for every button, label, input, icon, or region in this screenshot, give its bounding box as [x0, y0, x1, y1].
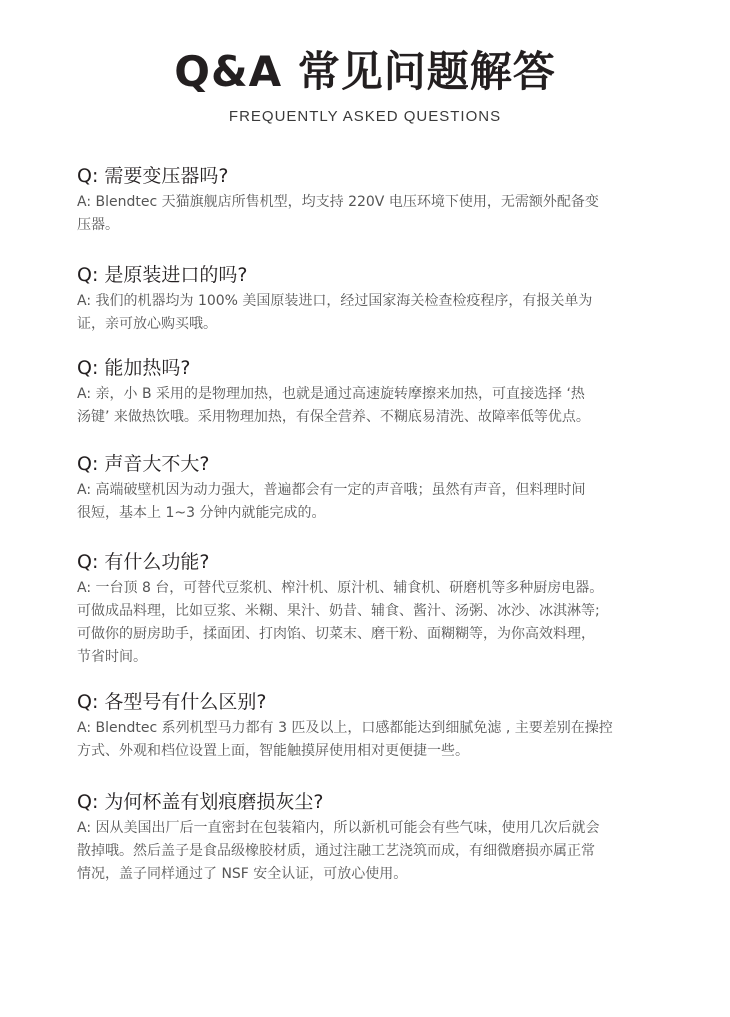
page-header — [0, 44, 730, 126]
faq-answer-line: 压器。 — [77, 217, 119, 233]
faq-answer-line: 可做你的厨房助手，揉面团、打肉馅、切菜末、磨干粉、面糊糊等，为你高效料理， — [77, 626, 595, 642]
faq-item — [77, 355, 677, 429]
faq-answer-line: 很短，基本上 1~3 分钟内就能完成的。 — [77, 505, 326, 521]
faq-item — [77, 689, 677, 763]
faq-answer — [77, 383, 677, 429]
faq-answer-line: A: 亲，小 B 采用的是物理加热，也就是通过高速旋转摩擦来加热，可直接选择 ‘热 — [77, 386, 585, 402]
faq-answer-line: A: Blendtec 天猫旗舰店所售机型，均支持 220V 电压环境下使用，无需额外配备变 — [77, 194, 599, 210]
faq-answer-line: 证，亲可放心购买哦。 — [77, 316, 217, 332]
faq-question: Q: 为何杯盖有划痕磨损灰尘? — [77, 791, 324, 813]
faq-question: Q: 是原装进口的吗? — [77, 264, 248, 286]
faq-item — [77, 163, 677, 237]
faq-answer-line: A: 我们的机器均为 100% 美国原装进口，经过国家海关检查检疫程序，有报关单为 — [77, 293, 593, 309]
page-subtitle: FREQUENTLY ASKED QUESTIONS — [228, 108, 502, 125]
faq-answer — [77, 577, 677, 669]
faq-question: Q: 能加热吗? — [77, 357, 191, 379]
faq-answer-line: 汤键’ 来做热饮哦。采用物理加热，有保全营养、不糊底易清洗、故障率低等优点。 — [77, 409, 590, 425]
faq-answer-line: A: 一台顶 8 台，可替代豆浆机、榨汁机、原汁机、辅食机、研磨机等多种厨房电器。 — [77, 580, 604, 596]
faq-answer-line: A: 因从美国出厂后一直密封在包装箱内，所以新机可能会有些气味，使用几次后就会 — [77, 820, 600, 836]
faq-question: Q: 需要变压器吗? — [77, 165, 229, 187]
faq-answer — [77, 191, 677, 237]
faq-answer — [77, 717, 677, 763]
faq-question: Q: 有什么功能? — [77, 551, 210, 573]
faq-question: Q: 声音大不大? — [77, 453, 210, 475]
faq-answer-line: 散掉哦。然后盖子是食品级橡胶材质，通过注融工艺浇筑而成，有细微磨损亦属正常 — [77, 843, 595, 859]
faq-answer-line: A: 高端破壁机因为动力强大，普遍都会有一定的声音哦；虽然有声音，但料理时间 — [77, 482, 586, 498]
faq-item — [77, 262, 677, 336]
faq-answer — [77, 290, 677, 336]
faq-item — [77, 549, 677, 669]
faq-answer-line: 可做成品料理，比如豆浆、米糊、果汁、奶昔、辅食、酱汁、汤粥、冰沙、冰淇淋等; — [77, 603, 600, 619]
faq-question: Q: 各型号有什么区别? — [77, 691, 267, 713]
faq-answer-line: 节省时间。 — [77, 649, 147, 665]
page-title: Q&A 常见问题解答 — [174, 47, 556, 96]
faq-item — [77, 451, 677, 525]
faq-answer-line: 情况，盖子同样通过了 NSF 安全认证，可放心使用。 — [77, 866, 408, 882]
faq-answer-line: A: Blendtec 系列机型马力都有 3 匹及以上，口感都能达到细腻免滤 , 主要差别在操控 — [77, 720, 613, 736]
faq-item — [77, 789, 677, 886]
faq-answer — [77, 479, 677, 525]
faq-answer — [77, 817, 677, 886]
faq-answer-line: 方式、外观和档位设置上面，智能触摸屏使用相对更便捷一些。 — [77, 743, 469, 759]
